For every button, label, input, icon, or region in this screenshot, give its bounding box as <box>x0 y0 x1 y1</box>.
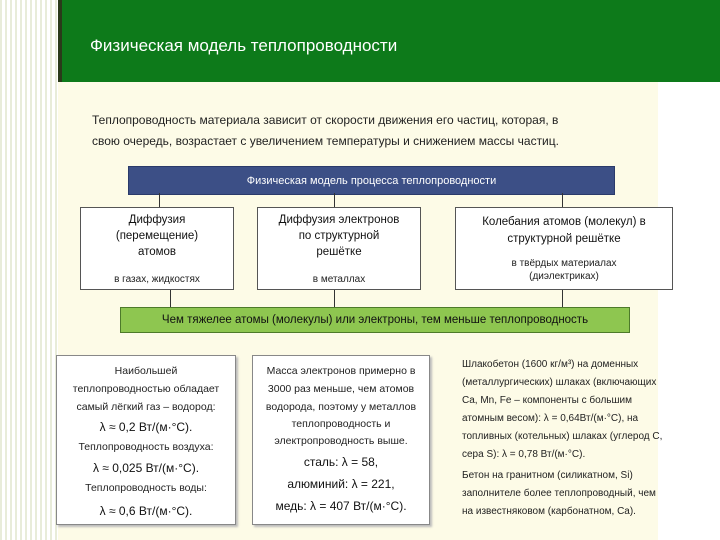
title-bar <box>58 0 720 82</box>
intro-line-1: Теплопроводность материала зависит от скорости движения его частиц, которая, в <box>92 113 559 127</box>
panel-text: заполнителе более теплопроводный, чем <box>462 488 656 499</box>
panel-text: на известняковом (карбонатном, Ca). <box>462 506 636 517</box>
decorative-stripes <box>0 0 58 540</box>
connector-conclusion-left <box>170 290 171 307</box>
panel-formula: медь: λ = 407 Вт/(м·°С). <box>275 499 407 513</box>
panel-text: теплопроводность и <box>291 418 391 430</box>
box-title-line: Колебания атомов (молекул) в <box>482 216 646 228</box>
title-accent <box>58 0 62 82</box>
conclusion-bar: Чем тяжелее атомы (молекулы) или электроны, тем меньше теплопроводность <box>120 307 630 333</box>
connector-mid <box>334 193 335 207</box>
panel-formula: λ ≈ 0,2 Вт/(м·°С). <box>99 420 193 434</box>
connector-left <box>159 193 160 207</box>
panel-formula: сталь: λ = 58, <box>303 455 379 469</box>
panel-text: топливных (котельных) шлаках (углерод С, <box>462 431 663 442</box>
panel-text: атомным весом): λ = 0,64Вт/(м·°С), на <box>462 413 639 424</box>
panel-metals <box>252 355 430 525</box>
box-title-line: атомов <box>137 246 177 258</box>
box-title-line: решётке <box>316 246 362 258</box>
intro-line-2: свою очередь, возрастает с увеличением температуры и снижением массы частиц. <box>92 134 559 148</box>
panel-text: электропроводность выше. <box>274 435 408 447</box>
panel-formula: λ ≈ 0,6 Вт/(м·°С). <box>99 504 193 518</box>
box-subtitle: в металлах <box>312 274 366 285</box>
connector-right <box>562 193 563 207</box>
panel-text: самый лёгкий газ – водород: <box>76 401 216 413</box>
mechanism-box-diffusion-atoms <box>80 207 234 290</box>
panel-text: Масса электронов примерно в <box>266 365 416 377</box>
mechanism-box-diffusion-electrons <box>257 207 421 290</box>
connector-conclusion-right <box>562 290 563 307</box>
panel-text: водорода, поэтому у металлов <box>265 401 417 413</box>
panel-text: Шлакобетон (1600 кг/м³) на доменных <box>462 359 639 370</box>
panel-text: 3000 раз меньше, чем атомов <box>267 383 415 395</box>
panel-formula: λ ≈ 0,025 Вт/(м·°С). <box>92 461 200 475</box>
box-title-line: Диффузия электронов <box>278 214 400 226</box>
panel-concrete <box>462 355 702 525</box>
box-subtitle: (диэлектриках) <box>529 271 599 282</box>
panel-text: Теплопроводность воды: <box>85 482 207 494</box>
panel-text: Ca, Mn, Fe – компоненты с большим <box>462 395 633 406</box>
mechanism-box-atom-vibrations <box>455 207 673 290</box>
intro-text <box>92 110 652 152</box>
box-subtitle: в твёрдых материалах <box>511 258 617 269</box>
box-title-line: Диффузия <box>128 214 186 226</box>
box-title-line: по структурной <box>298 230 380 242</box>
panel-text: теплопроводностью обладает <box>72 383 220 395</box>
panel-text: (металлургических) шлаках (включающих <box>462 377 657 388</box>
panel-text: Бетон на гранитном (силикатном, Si) <box>462 470 633 481</box>
slide-title: Физическая модель теплопроводности <box>90 36 398 55</box>
connector-conclusion-mid <box>334 290 335 307</box>
box-title-line: структурной решётке <box>507 233 621 245</box>
panel-text: Наибольшей <box>114 365 178 377</box>
panel-text: сера S): λ = 0,78 Вт/(м·°С). <box>462 449 586 460</box>
panel-gases <box>56 355 236 525</box>
box-title-line: (перемещение) <box>115 230 199 242</box>
panel-formula: алюминий: λ = 221, <box>287 477 395 491</box>
model-header: Физическая модель процесса теплопроводности <box>128 166 615 195</box>
panel-text: Теплопроводность воздуха: <box>78 441 214 453</box>
box-subtitle: в газах, жидкостях <box>114 274 200 285</box>
